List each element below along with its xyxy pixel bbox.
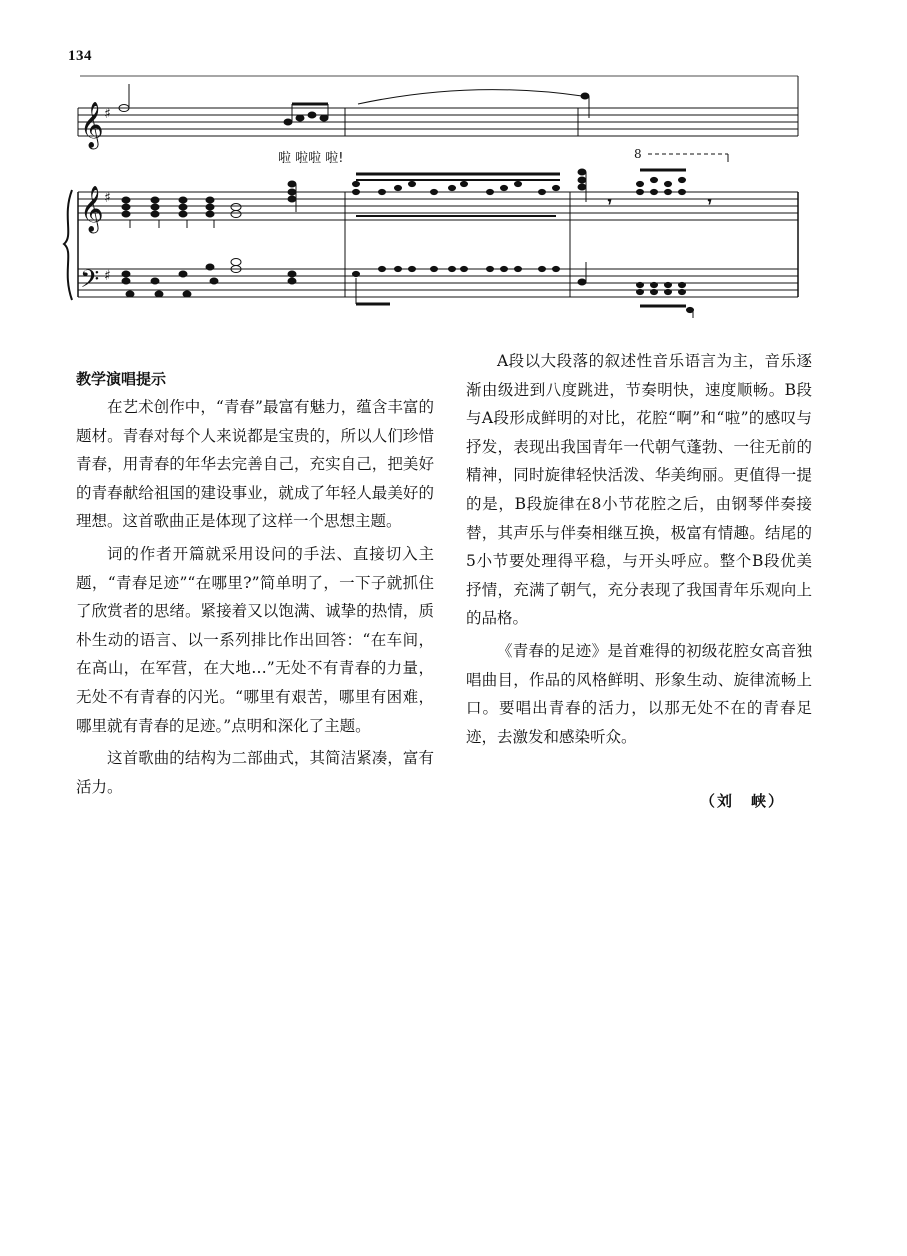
svg-text:♯: ♯	[104, 268, 111, 284]
svg-text:𝄞: 𝄞	[80, 186, 104, 232]
svg-text:♯: ♯	[104, 106, 111, 122]
svg-text:𝄢: 𝄢	[80, 265, 100, 300]
voice-staff	[78, 76, 798, 136]
right-paragraph-1: A段以大段落的叙述性音乐语言为主，音乐逐渐由级进到八度跳进，节奏明快，速度顺畅。B段与A段形成鲜明的对比，花腔“啊”和“啦”的感叹与抒发，表现出我国青年一代朝气蓬勃、一往无前的精神，同时旋律轻快活泼、华美绚丽。更值得一提的是，B段旋律在8小节花腔之后，由钢琴伴奏接替，其声乐与伴奏相继互换，极富有情趣。结尾的5小节要处理得平稳，与开头呼应。整个B段优美抒情，充满了朝气，充分表现了我国青年乐观向上的品格。	[466, 352, 812, 628]
left-column	[76, 365, 434, 801]
svg-text:𝄾: 𝄾	[608, 195, 612, 209]
right-column	[466, 347, 812, 751]
author-credit: （刘 峡）	[700, 792, 786, 810]
right-paragraph-2: 《青春的足迹》是首难得的初级花腔女高音独唱曲目，作品的风格鲜明、形象生动、旋律流畅上口。要唱出青春的活力，以那无处不在的青春足迹，去激发和感染听众。	[466, 641, 812, 746]
left-paragraph-1: 在艺术创作中，“青春”最富有魅力，蕴含丰富的题材。青春对每个人来说都是宝贵的，所以人们珍惜青春，用青春的年华去完善自己，充实自己，把美好的青春献给祖国的建设事业，就成了年轻人最美好的理想。这首歌曲正是体现了这样一个思想主题。	[76, 398, 434, 531]
left-paragraph-3: 这首歌曲的结构为二部曲式，其简洁紧凑，富有活力。	[76, 749, 434, 796]
svg-text:𝄞: 𝄞	[80, 102, 104, 148]
svg-text:♯: ♯	[104, 190, 111, 206]
left-paragraph-2: 词的作者开篇就采用设问的手法、直接切入主题，“青春足迹”“在哪里?”简单明了，一下子就抓住了欣赏者的思绪。紧接着又以饱满、诚挚的热情，质朴生动的语言、以一系列排比作出回答：“在车间，在高山，在军营，在大地…”无处不有青春的力量，无处不有青春的闪光。“哪里有艰苦，哪里有困难，哪里就有青春的足迹。”点明和深化了主题。	[76, 544, 434, 735]
page-number: 134	[68, 48, 92, 64]
lyric-text: 啦 啦啦 啦!	[278, 151, 344, 166]
music-score	[60, 66, 800, 326]
sheet-music-notation	[60, 66, 800, 326]
ottava-mark: 8	[634, 147, 642, 161]
svg-text:𝄾: 𝄾	[708, 195, 712, 209]
section-heading: 教学演唱提示	[76, 370, 167, 388]
